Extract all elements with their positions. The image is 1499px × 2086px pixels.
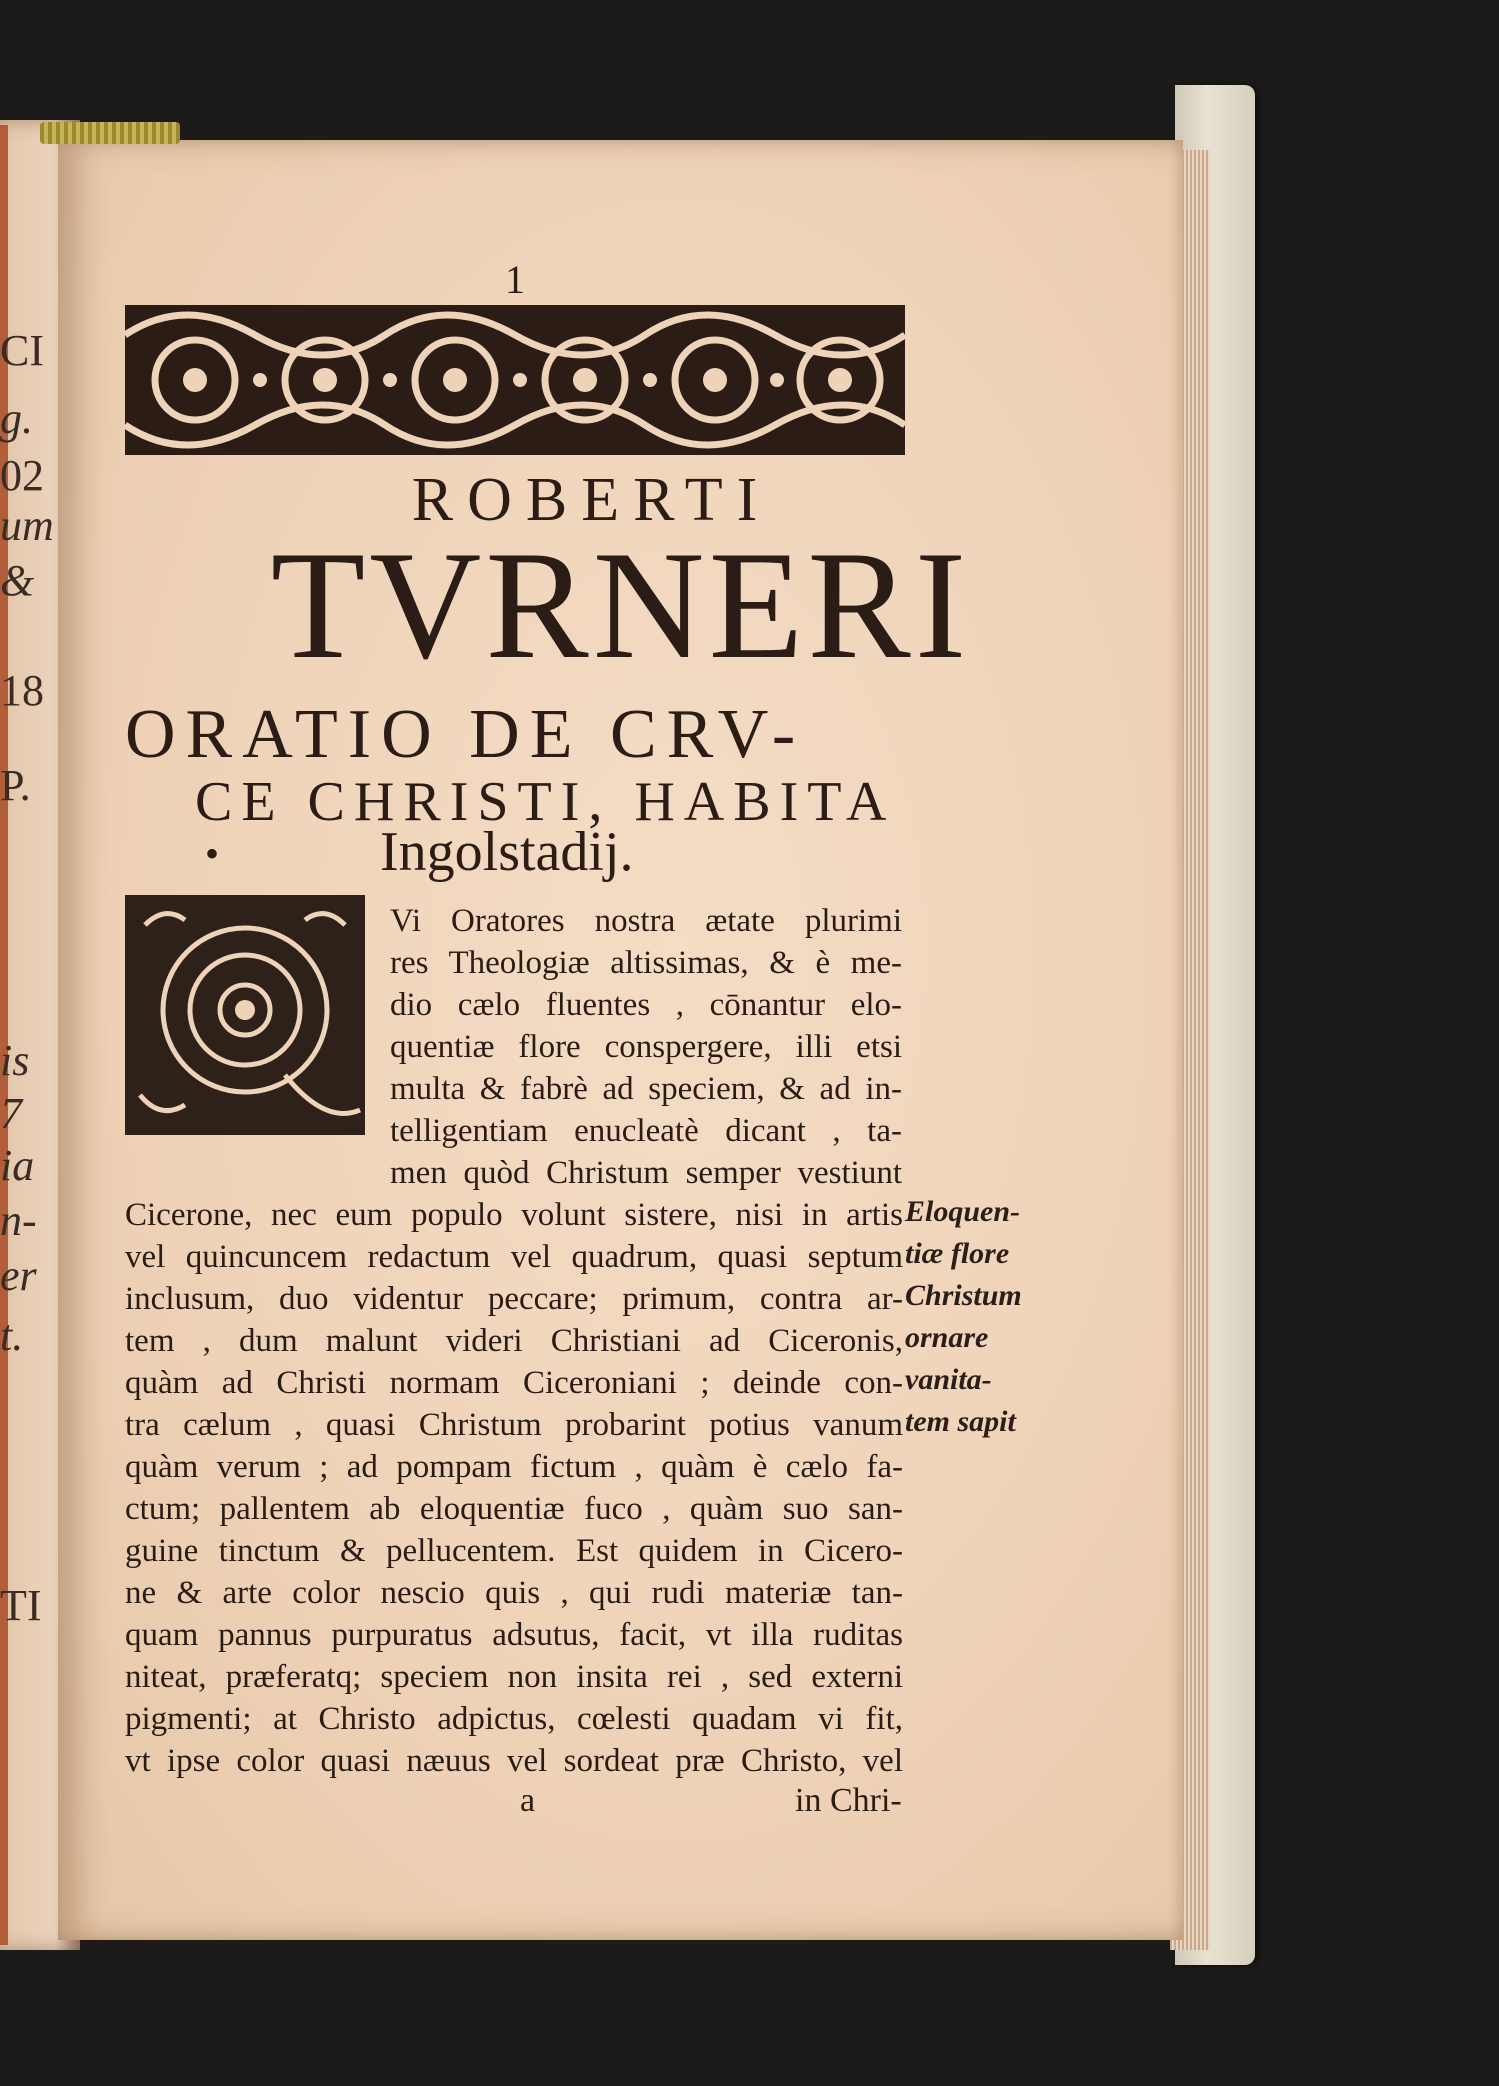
left-fragment: er	[0, 1251, 37, 1300]
body-line: vt ipse color quasi næuus vel sordeat præ Christo, vel	[125, 1743, 903, 1779]
decorated-initial	[125, 895, 365, 1135]
marginal-note-line: Christum	[905, 1279, 1022, 1312]
body-line: tem , dum malunt videri Christiani ad Ciceronis,	[125, 1323, 903, 1359]
bullet-mark: •	[205, 831, 220, 876]
marginal-note-line: vanita-	[905, 1363, 992, 1396]
title-christi: CE CHRISTI, HABITA	[195, 771, 896, 833]
body-line: Cicerone, nec eum populo volunt sistere, nisi in artis	[125, 1197, 903, 1233]
signature-mark: a	[520, 1782, 536, 1819]
left-fragment: 18	[0, 666, 44, 715]
left-fragment: 02	[0, 451, 44, 500]
body-line: guine tinctum & pellucentem. Est quidem in Cicero-	[125, 1533, 903, 1569]
left-fragment: CI	[0, 326, 44, 375]
body-line: quàm ad Christi normam Ciceroniani ; deinde con-	[125, 1365, 903, 1401]
body-line: dio cælo fluentes , cōnantur elo-	[390, 987, 902, 1023]
body-line: vel quincuncem redactum vel quadrum, quasi septum	[125, 1239, 903, 1275]
ornamental-headpiece	[125, 305, 905, 455]
body-line: quàm verum ; ad pompam fictum , quàm è cælo fa-	[125, 1449, 903, 1485]
title-author-first: ROBERTI	[411, 466, 772, 534]
left-fragment: g.	[0, 394, 33, 443]
catchword: in Chri-	[795, 1782, 902, 1819]
left-fragment: 7	[0, 1089, 22, 1138]
marginal-note-line: Eloquen-	[905, 1195, 1021, 1228]
body-line: multa & fabrè ad speciem, & ad in-	[390, 1071, 902, 1107]
left-fragment: t.	[0, 1311, 24, 1360]
left-fragment: um	[0, 501, 54, 550]
body-line: quam pannus purpuratus adsutus, facit, vt illa ruditas	[125, 1617, 903, 1653]
title-author-last: TVRNERI	[270, 519, 971, 691]
page-number: 1	[505, 257, 525, 302]
body-line: telligentiam enucleatè dicant , ta-	[390, 1113, 902, 1149]
marginal-note-line: tem sapit	[905, 1405, 1016, 1438]
marginal-note-line: tiæ flore	[905, 1237, 1010, 1270]
body-line: inclusum, duo videntur peccare; primum, contra ar-	[125, 1281, 903, 1317]
body-line: ctum; pallentem ab eloquentiæ fuco , quàm suo san-	[125, 1491, 903, 1527]
left-fragment: P.	[0, 761, 31, 810]
body-line: pigmenti; at Christo adpictus, cœlesti quadam vi fit,	[125, 1701, 903, 1737]
left-fragment: TI	[0, 1581, 42, 1630]
left-fragment: n-	[0, 1196, 37, 1245]
body-line: Vi Oratores nostra ætate plurimi	[390, 903, 902, 939]
marginal-note-line: ornare	[905, 1321, 989, 1354]
body-line: men quòd Christum semper vestiunt	[390, 1155, 902, 1191]
left-fragment: ia	[0, 1141, 35, 1190]
body-line: ne & arte color nescio quis , qui rudi materiæ tan-	[125, 1575, 903, 1611]
body-line: niteat, præferatq; speciem non insita rei , sed externi	[125, 1659, 903, 1695]
body-line: res Theologiæ altissimas, & è me-	[390, 945, 902, 981]
body-line: tra cælum , quasi Christum probarint potius vanum	[125, 1407, 903, 1443]
title-oratio: ORATIO DE CRV-	[125, 696, 806, 773]
left-fragment: is	[0, 1036, 30, 1085]
spine-thread	[40, 122, 180, 144]
left-fragment: &	[0, 556, 35, 605]
title-place: Ingolstadij.	[380, 821, 634, 883]
body-line: quentiæ flore conspergere, illi etsi	[390, 1029, 902, 1065]
